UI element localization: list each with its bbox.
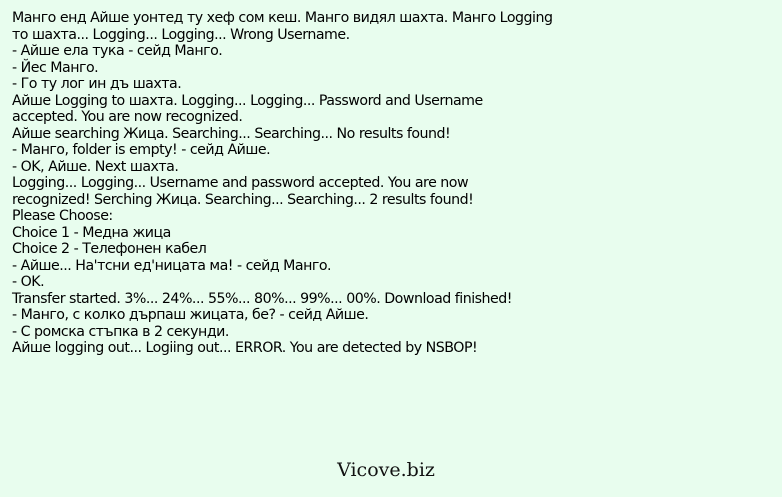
story-line: Choice 2 - Телефонен кабел	[12, 241, 207, 257]
story-line: - Айше... На'тсни ед'ницата ма! - сейд Манго.	[12, 257, 332, 274]
story-line: Манго енд Айше уонтед ту хеф сом кеш. Манго видял шахта. Манго Logging	[12, 10, 553, 26]
story-line: - Манго, с колко дърпаш жицата, бе? - сейд Айше.	[12, 307, 369, 323]
story-line: - OK, Айше. Next шахта.	[12, 158, 179, 175]
story-line: Айше logging out... Logiing out... ERROR. You are detected by NSBOP!	[12, 340, 478, 356]
story-line: - Манго, folder is empty! - сейд Айше.	[12, 142, 271, 158]
story-line: то шахта... Logging... Logging... Wrong Username.	[12, 26, 350, 43]
story-line: - Айше ела тука - сейд Манго.	[12, 43, 223, 59]
story-line: Choice 1 - Медна жица	[12, 224, 171, 241]
story-line: - С ромска стъпка в 2 секунди.	[12, 323, 229, 340]
story-text	[12, 10, 652, 357]
story-line: accepted. You are now recognized.	[12, 109, 243, 125]
story-line: Logging... Logging... Username and password accepted. You are now	[12, 175, 469, 191]
site-watermark: Vicove.biz	[337, 459, 435, 481]
story-line: - Го ту лог ин дъ шахта.	[12, 76, 182, 92]
story-line: Transfer started. 3%... 24%... 55%... 80%... 99%... 00%. Download finished!	[12, 290, 512, 307]
story-line: Айше searching Жица. Searching... Searching... No results found!	[12, 125, 451, 142]
story-line: Please Choose:	[12, 208, 113, 224]
story-line: recognized! Serching Жица. Searching... Searching... 2 results found!	[12, 191, 474, 208]
story-line: - Йес Манго.	[12, 59, 99, 76]
story-line: Айше Logging to шахта. Logging... Logging... Password and Username	[12, 92, 483, 109]
story-line: - OK.	[12, 274, 45, 290]
